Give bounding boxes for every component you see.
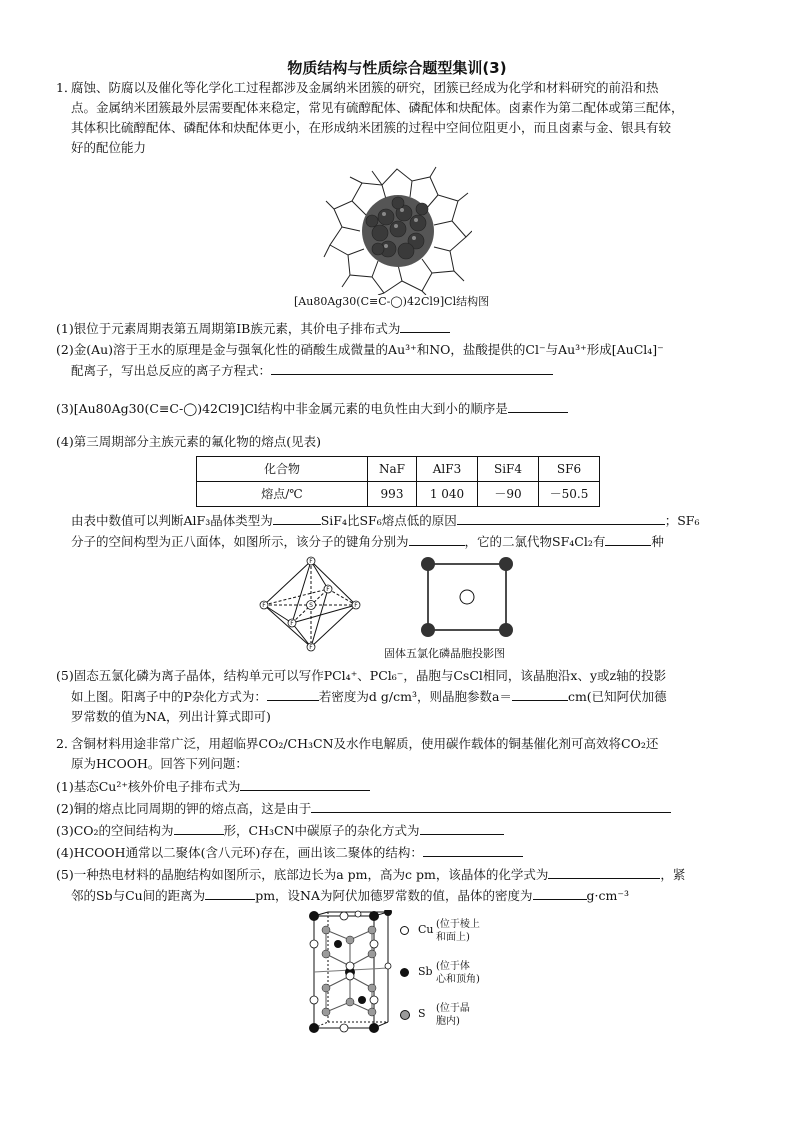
table-row: 熔点/℃ 993 1 040 －90 －50.5: [197, 482, 600, 507]
answer-blank[interactable]: [423, 842, 523, 857]
pcl5-cell-projection-diagram: [418, 556, 518, 642]
q2-number: 2．: [56, 736, 77, 751]
q2-intro: 2． 含铜材料用途非常广泛，用超临界CO₂/CH₃CN及水作电解质，使用碳作载体的铜基催化剂可高效将CO₂还 原为HCOOH。回答下列问题：: [56, 736, 659, 771]
q1-part3: (3)[Au80Ag30(C≡C-◯)42Cl9]Cl结构中非金属元素的电负性由大到小的顺序是: [56, 398, 740, 419]
answer-blank[interactable]: [273, 510, 321, 525]
q1-number: 1．: [56, 80, 77, 95]
svg-text:F: F: [354, 602, 358, 609]
answer-blank[interactable]: [311, 798, 671, 813]
sb-atom-icon: [400, 968, 409, 977]
s-atom-icon: [400, 1010, 410, 1020]
answer-blank[interactable]: [605, 531, 651, 546]
q2-part3: (3)CO₂的空间结构为 形，CH₃CN中碳原子的杂化方式为: [56, 820, 740, 841]
answer-blank[interactable]: [240, 776, 370, 791]
svg-text:F: F: [326, 586, 330, 593]
answer-blank[interactable]: [205, 885, 255, 900]
q1-part4-intro: (4)第三周期部分主族元素的氟化物的熔点(见表): [56, 434, 321, 449]
answer-blank[interactable]: [174, 820, 224, 835]
q2-part5: (5)一种热电材料的晶胞结构如图所示，底部边长为a pm，高为c pm，该晶体的化学式为 ，紧 邻的Sb与Cu间的距离为 pm，设NA为阿伏加德罗常数的值，晶体的密度为 g·cm⁻³: [56, 864, 740, 906]
svg-text:F: F: [262, 602, 266, 609]
q1-intro-line2: 点。金属纳米团簇最外层需要配体来稳定，常见有硫醇配体、磷配体和炔配体。卤素作为第二配体或第三配体，: [71, 100, 684, 115]
cluster-caption: [Au80Ag30(C≡C-◯)42Cl9]Cl结构图: [294, 295, 490, 308]
answer-blank[interactable]: [457, 510, 665, 525]
answer-blank[interactable]: [267, 686, 319, 701]
fluoride-melting-point-table: [196, 456, 600, 507]
q1-intro-line1: 腐蚀、防腐以及催化等化学化工过程都涉及金属纳米团簇的研究，团簇已经成为化学和材料研究的前沿和热: [71, 80, 659, 95]
sf6-octahedron-diagram: [256, 553, 366, 655]
page-title: 物质结构与性质综合题型集训(3): [287, 59, 507, 77]
q1-part4-line2: 分子的空间构型为正八面体，如图所示，该分子的键角分别为 ，它的二氯代物SF₄Cl₂有 种: [71, 531, 741, 552]
q2-part2: (2)铜的熔点比同周期的钾的熔点高，这是由于: [56, 798, 740, 819]
thermoelectric-unit-cell-diagram: [306, 910, 396, 1036]
answer-blank[interactable]: [271, 360, 553, 375]
table-header-row: 化合物 NaF AlF3 SiF4 SF6: [197, 457, 600, 482]
svg-text:F: F: [309, 644, 313, 651]
answer-blank[interactable]: [512, 686, 568, 701]
svg-text:F: F: [290, 620, 294, 627]
answer-blank[interactable]: [533, 885, 587, 900]
q1-intro-line3: 其体积比硫醇配体、磷配体和炔配体更小，在形成纳米团簇的过程中空间位阻更小，而且卤素与金、银具有较: [71, 120, 672, 135]
worksheet-page: 物质结构与性质综合题型集训(3) 1． 腐蚀、防腐以及催化等化学化工过程都涉及金属纳米团簇的研究，团簇已经成为化学和材料研究的前沿和热 点。金属纳米团簇最外层需要配体来稳定，常见有硫醇配体、磷配体和炔配体。卤素作为第二配体或第三配体， 其体积比硫醇配体、磷配体和炔配体更小，在形成纳米团簇的过程中空间位阻更小，而且卤素与金、银具有较 好的配位能力 [Au80Ag30(C≡C-◯)42Cl9]Cl结构图 (1)银位于元素周期表第五周期第ⅠB族元素，其价电子排布式为 (2)金(Au)溶于王水的原理是金与强氧化性的硝酸生成微量的Au³⁺和NO，盐酸提供的Cl⁻与Au³⁺形成[AuCl₄]⁻ 配离子，写出总反应的离子方程式： (3)[Au80Ag30(C≡C-◯)42Cl9]Cl结构中非金属元素的电负性由大到小的顺序是 (4)第三周期部分主族元素的氟化物的熔点(见表) 化合物 NaF AlF3 SiF4 SF6 熔点/℃ 993 1 040 －90 －50.5 由表中数值可以判断AlF₃晶体类型为 SiF₄比SF₆熔点低的原因 ；SF₆ 分子的空间构型为正八面体，如图所示，该分子的键角分别为 ，它的二氯代物SF₄Cl₂有 种 F F F F F F S 固体五氯化磷晶胞投影图 (5)固态五氯化磷为离子晶体，结构单元可以写作PCl₄⁺、PCl₆⁻，晶胞与CsCl相同，该晶胞沿x、y或z轴的投影 如上图。阳离子中的P杂化方式为： 若密度为d g/cm³，则晶胞参数a＝ cm(已知阿伏加德 罗常数的值为NA，列出计算式即可) 2． 含铜材料用途非常广泛，用超临界CO₂/CH₃CN及水作电解质，使用碳作载体的铜基催化剂可高效将CO₂还 原为HCOOH。回答下列问题： (1)基态Cu²⁺核外价电子排布式为 (2)铜的熔点比同周期的钾的熔点高，这是由于 (3)CO₂的空间结构为 形，CH₃CN中碳原子的杂化方式为 (4)HCOOH通常以二聚体(含八元环)存在，画出该二聚体的结构： (5)一种热电材料的晶胞结构如图所示，底部边长为a pm，高为c pm，该晶体的化学式为 ，紧 邻的Sb与Cu间的距离为 pm，设NA为阿伏加德罗常数的值，晶体的密度为 g·cm⁻³ Cu (位于棱上 和面上) Sb (位于体 心和顶角) S (位于晶 胞内): [0, 0, 794, 1123]
cu-atom-icon: [400, 926, 409, 935]
projection-caption: 固体五氯化磷晶胞投影图: [384, 647, 505, 660]
q1-intro-line4: 好的配位能力: [71, 140, 147, 155]
atom-label-s: S: [309, 602, 313, 609]
answer-blank[interactable]: [420, 820, 504, 835]
answer-blank[interactable]: [548, 864, 660, 879]
q2-part4: (4)HCOOH通常以二聚体(含八元环)存在，画出该二聚体的结构：: [56, 842, 740, 863]
answer-blank[interactable]: [508, 398, 568, 413]
cluster-structure-image: [322, 165, 472, 295]
answer-blank[interactable]: [400, 318, 450, 333]
q1-part1: (1)银位于元素周期表第五周期第ⅠB族元素，其价电子排布式为: [56, 318, 740, 339]
q2-part1: (1)基态Cu²⁺核外价电子排布式为: [56, 776, 740, 797]
q1-part2: (2)金(Au)溶于王水的原理是金与强氧化性的硝酸生成微量的Au³⁺和NO，盐酸提供的Cl⁻与Au³⁺形成[AuCl₄]⁻ 配离子，写出总反应的离子方程式：: [56, 342, 664, 378]
q1-part5: (5)固态五氯化磷为离子晶体，结构单元可以写作PCl₄⁺、PCl₆⁻，晶胞与CsCl相同，该晶胞沿x、y或z轴的投影 如上图。阳离子中的P杂化方式为： 若密度为d g/cm³，则晶胞参数a＝ cm(已知阿伏加德 罗常数的值为NA，列出计算式即可): [56, 668, 667, 724]
q1-part4-line1: 由表中数值可以判断AlF₃晶体类型为 SiF₄比SF₆熔点低的原因 ；SF₆: [71, 510, 741, 531]
atom-label-f: F: [309, 558, 313, 565]
q1-intro: [56, 78, 740, 158]
answer-blank[interactable]: [409, 531, 465, 546]
